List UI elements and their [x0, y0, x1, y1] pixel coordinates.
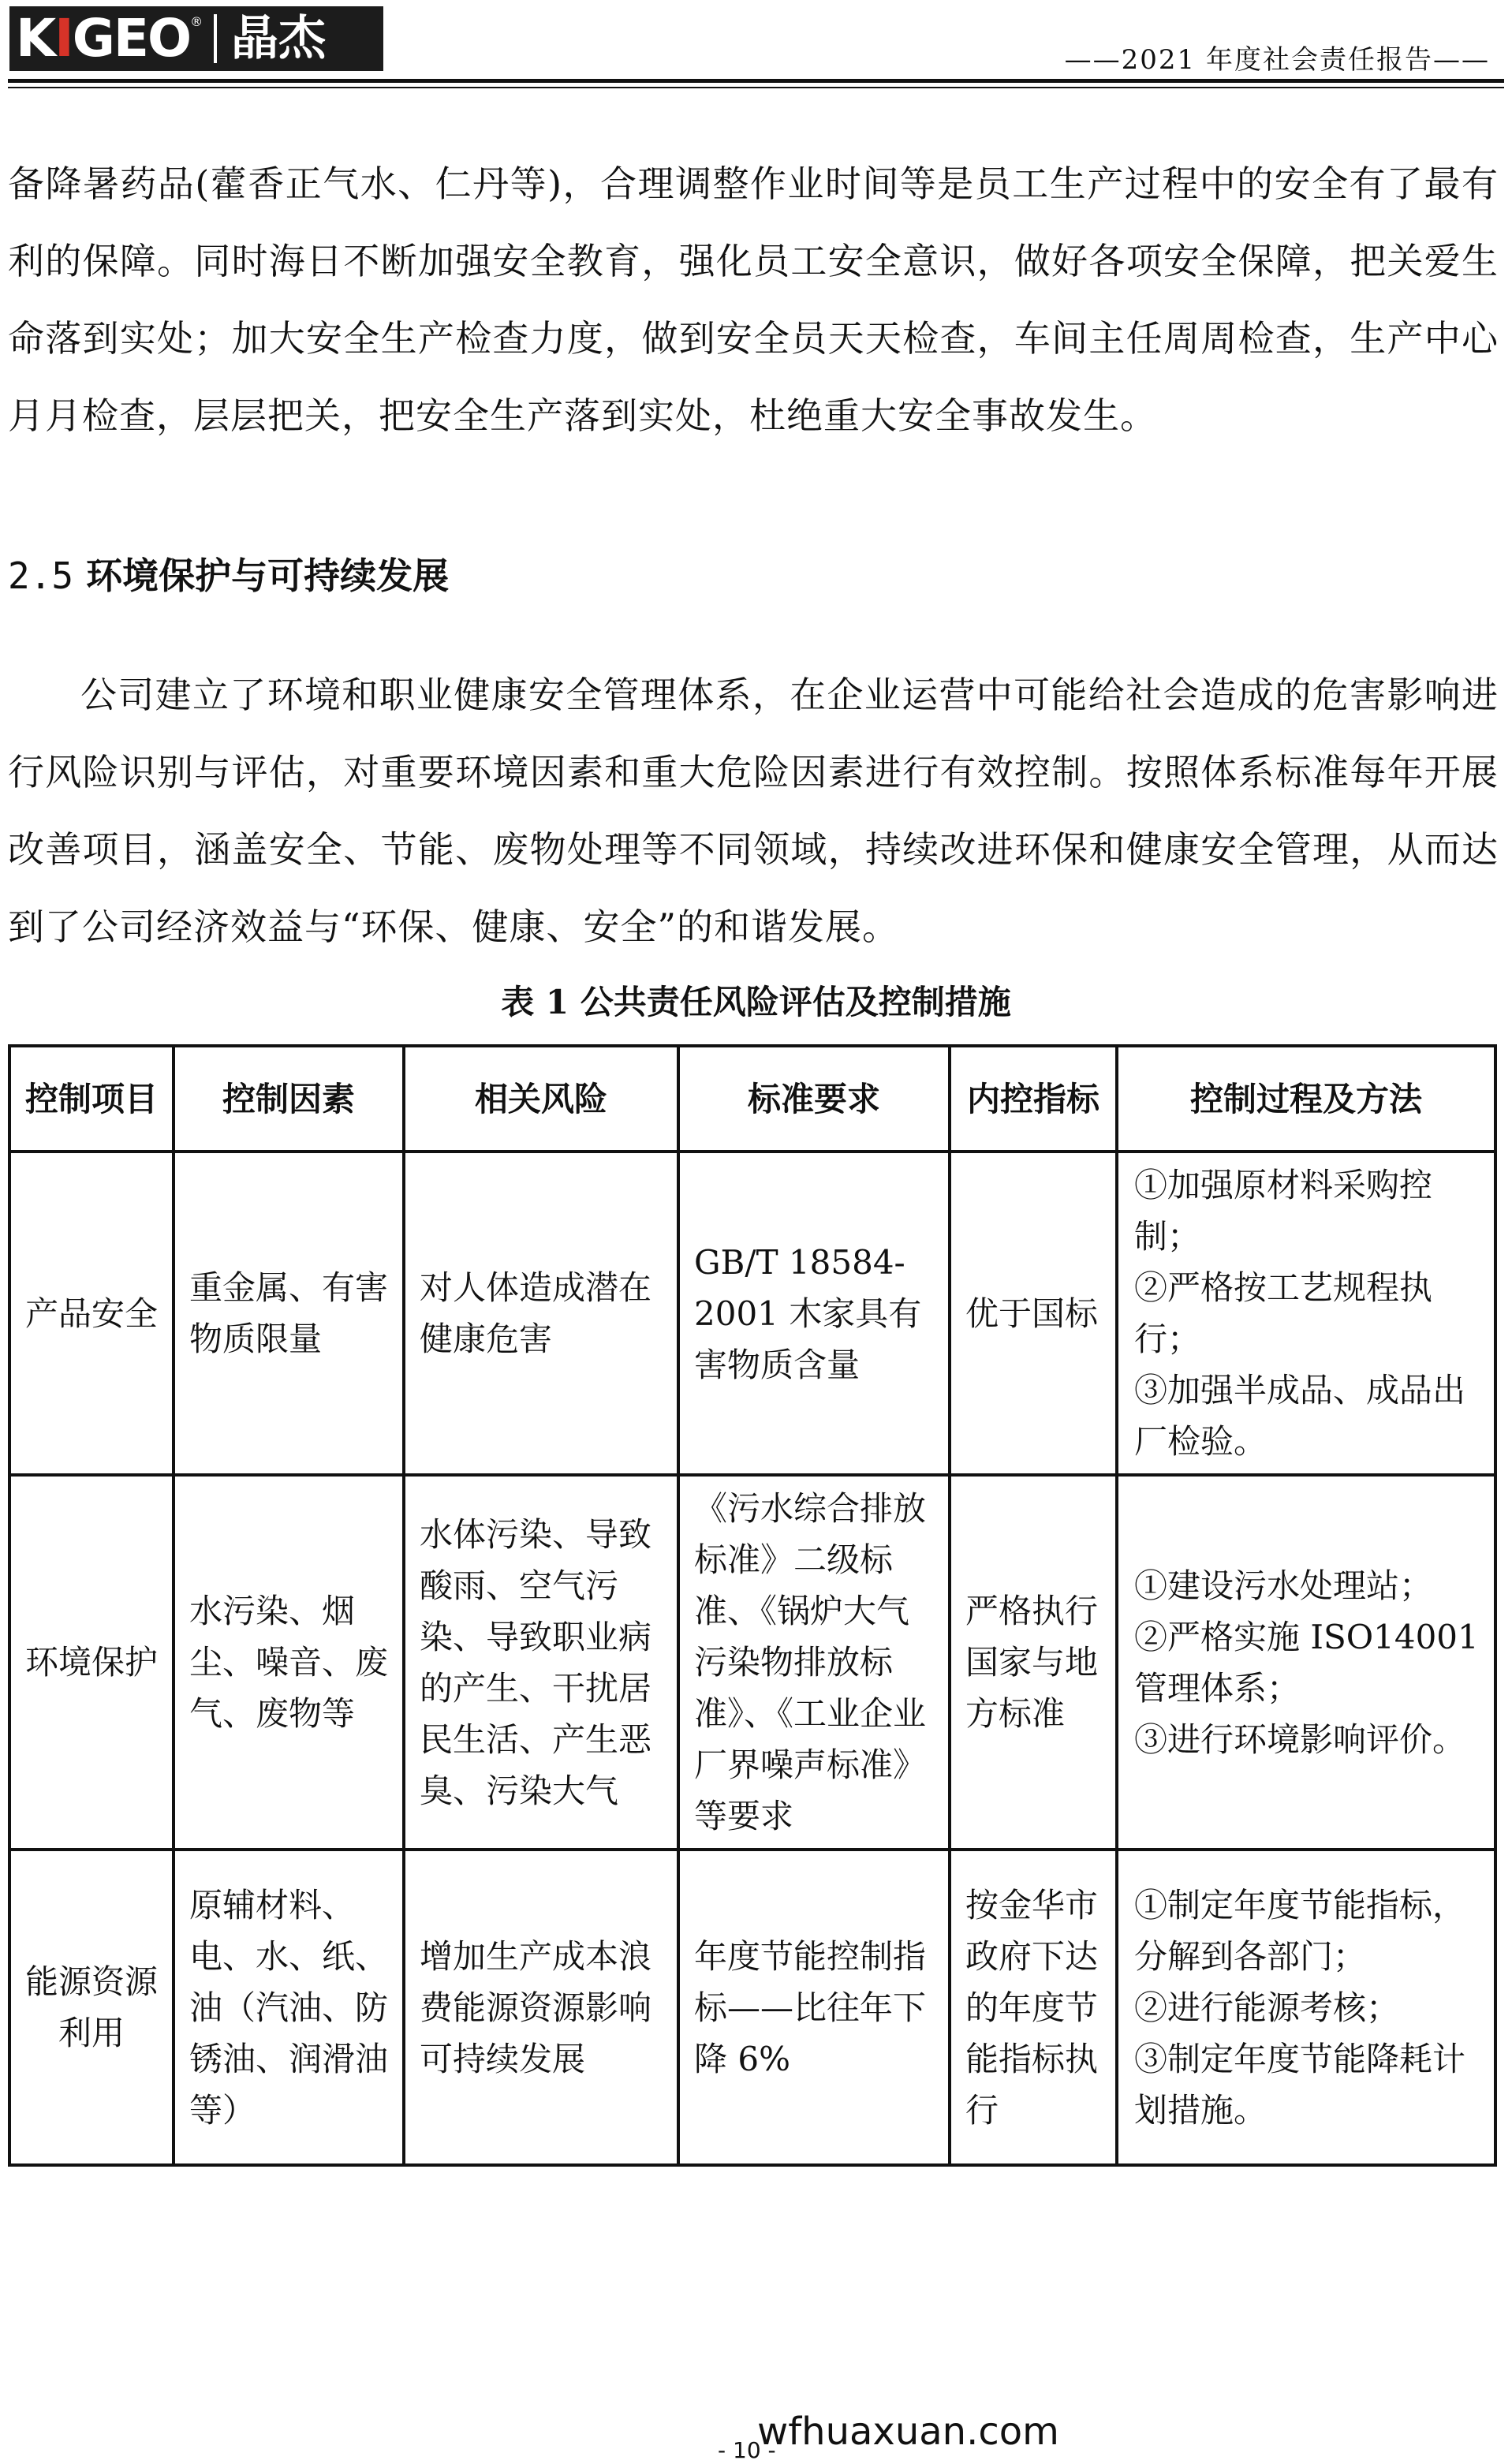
risk-control-table — [8, 1044, 1497, 2167]
method-step: ①制定年度节能指标，分解到各部门； — [1134, 1885, 1466, 1976]
method-step: ②严格按工艺规程执行； — [1134, 1268, 1433, 1358]
header-divider-thin — [8, 87, 1504, 88]
section-heading — [8, 547, 449, 599]
header-control-item: 控制项目 — [9, 1046, 174, 1152]
report-title: ——2021 年度社会责任报告—— — [1064, 44, 1490, 76]
cell-control-factor: 水污染、烟尘、噪音、废气、废物等 — [174, 1475, 404, 1850]
paragraph-safety: 备降暑药品(藿香正气水、仁丹等)，合理调整作业时间等是员工生产过程中的安全有了最有利的保障。同时海日不断加强安全教育，强化员工安全意识，做好各项安全保障，把关爱生命落到实处；加大安全生产检查力度，做到安全员天天检查，车间主任周周检查，生产中心月月检查，层层把关，把安全生产落到实处，杜绝重大安全事故发生。 — [8, 162, 1499, 437]
cell-standard: GB/T 18584-2001 木家具有害物质含量 — [678, 1152, 950, 1475]
method-step: ③进行环境影响评价。 — [1134, 1719, 1466, 1759]
method-step: ②严格实施 ISO14001 管理体系； — [1134, 1617, 1479, 1708]
cell-control-factor: 原辅材料、电、水、纸、油（汽油、防锈油、润滑油等） — [174, 1850, 404, 2165]
cell-related-risk: 增加生产成本浪费能源资源影响可持续发展 — [404, 1850, 678, 2165]
company-logo — [9, 6, 383, 71]
cell-control-factor: 重金属、有害物质限量 — [174, 1152, 404, 1475]
cell-control-method — [1117, 1152, 1495, 1475]
cell-control-method — [1117, 1475, 1495, 1850]
header-related-risk: 相关风险 — [404, 1046, 678, 1152]
cell-control-method — [1117, 1850, 1495, 2165]
logo-chinese: 晶杰 — [231, 11, 327, 66]
cell-indicator: 严格执行国家与地方标准 — [950, 1475, 1117, 1850]
paragraph-environment: 公司建立了环境和职业健康安全管理体系，在企业运营中可能给社会造成的危害影响进行风险识别与评估，对重要环境因素和重大危险因素进行有效控制。按照体系标准每年开展改善项目，涵盖安全、节能、废物处理等不同领域，持续改进环保和健康安全管理，从而达到了公司经济效益与“环保、健康、安全”的和谐发展。 — [8, 674, 1499, 948]
method-step: ①加强原材料采购控制； — [1134, 1166, 1433, 1256]
method-step: ①建设污水处理站； — [1134, 1566, 1433, 1605]
method-step: ③制定年度节能降耗计划措施。 — [1134, 2039, 1466, 2130]
header-control-method: 控制过程及方法 — [1117, 1046, 1495, 1152]
page-number: - 10 - — [718, 2437, 776, 2463]
method-step: ②进行能源考核； — [1134, 1988, 1400, 2027]
watermark-text: wfhuaxuan.com — [757, 2410, 1059, 2454]
table-row — [9, 1850, 1495, 2165]
logo-english: KIGEO — [16, 8, 191, 69]
section-number: 2.5 — [8, 554, 74, 597]
cell-related-risk: 水体污染、导致酸雨、空气污染、导致职业病的产生、干扰居民生活、产生恶臭、污染大气 — [404, 1475, 678, 1850]
cell-indicator: 按金华市政府下达的年度节能指标执行 — [950, 1850, 1117, 2165]
header-indicator: 内控指标 — [950, 1046, 1117, 1152]
cell-control-item: 能源资源利用 — [9, 1850, 174, 2165]
method-step: ③加强半成品、成品出厂检验。 — [1134, 1371, 1466, 1461]
section-title: 环境保护与可持续发展 — [86, 554, 450, 597]
table-row — [9, 1152, 1495, 1475]
logo-separator — [214, 14, 217, 63]
registered-mark: ® — [190, 14, 203, 29]
header-control-factor: 控制因素 — [174, 1046, 404, 1152]
cell-indicator: 优于国标 — [950, 1152, 1117, 1475]
cell-control-item: 产品安全 — [9, 1152, 174, 1475]
table-row — [9, 1475, 1495, 1850]
cell-related-risk: 对人体造成潜在健康危害 — [404, 1152, 678, 1475]
cell-standard: 《污水综合排放标准》二级标准、《锅炉大气污染物排放标准》、《工业企业厂界噪声标准》等要求 — [678, 1475, 950, 1850]
header-divider — [8, 79, 1504, 83]
header-standard: 标准要求 — [678, 1046, 950, 1152]
table-caption: 表 1 公共责任风险评估及控制措施 — [501, 983, 1011, 1021]
table-header-row — [9, 1046, 1495, 1152]
cell-control-item: 环境保护 — [9, 1475, 174, 1850]
cell-standard: 年度节能控制指标——比往年下降 6% — [678, 1850, 950, 2165]
